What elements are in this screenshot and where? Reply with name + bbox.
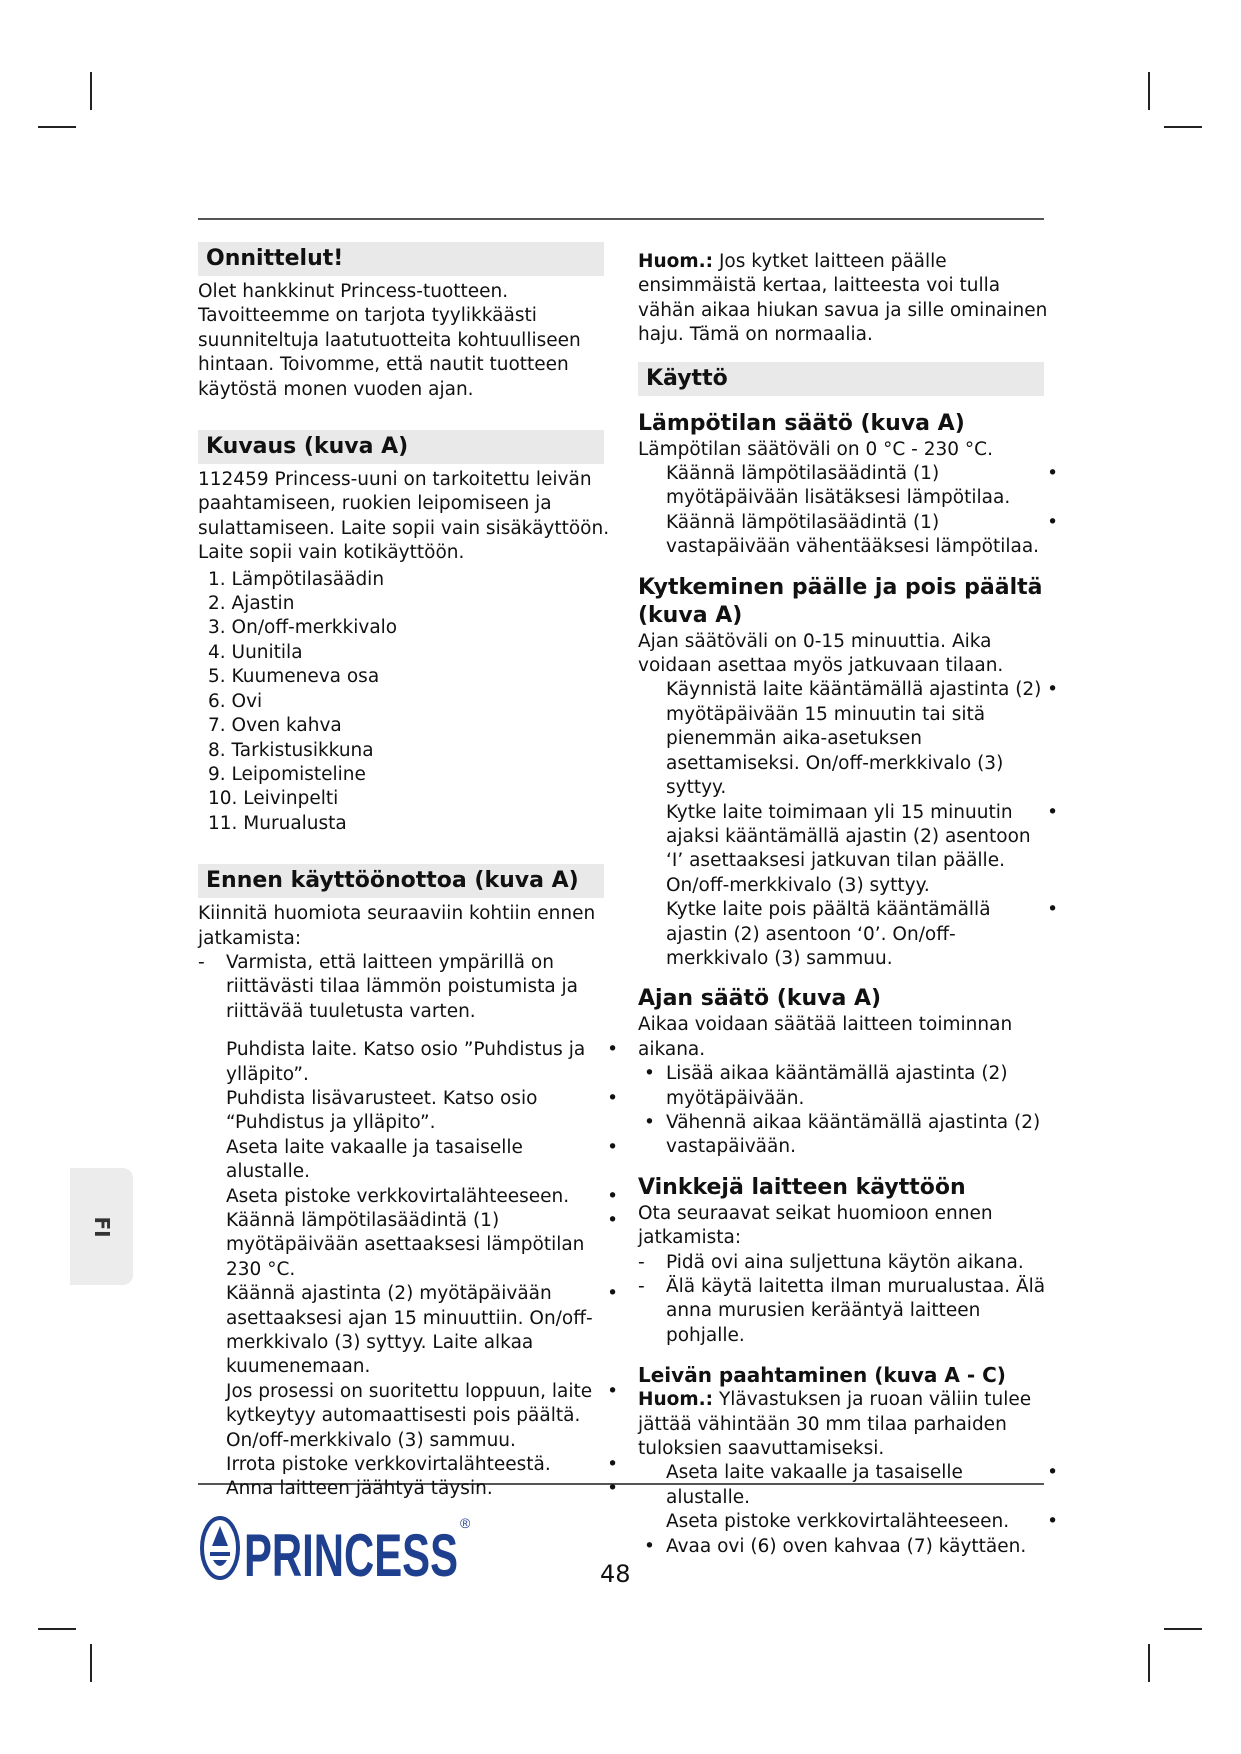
parts-list-item: 4. Uunitila — [208, 641, 303, 663]
crop-mark — [38, 1628, 76, 1630]
crop-mark — [38, 126, 76, 128]
parts-list-item: 8. Tarkistusikkuna — [208, 739, 374, 761]
first-use-note: Huom.: Jos kytket laitteen päälle ensimmäistä kertaa, laitteesta voi tulla vähän aikaa hiukan savua ja sille ominainen haju. Tämä on normaalia. — [638, 251, 1048, 346]
parts-list-item: 5. Kuumeneva osa — [208, 666, 380, 688]
first-use-step: Aseta laite vakaalle ja tasaiselle alustalle. • — [226, 1136, 618, 1183]
time-step: • Vähennä aikaa kääntämällä ajastinta (2) vastapäivään. — [644, 1111, 1041, 1158]
first-use-step: Anna laitteen jäähtyä täysin. • — [226, 1478, 618, 1500]
tips-item: - Pidä ovi aina suljettuna käytön aikana. — [638, 1251, 1024, 1273]
first-use-step: Puhdista lisävarusteet. Katso osio “Puhdistus ja ylläpito”. • — [226, 1087, 618, 1134]
first-use-step: Puhdista laite. Katso osio ”Puhdistus ja ylläpito”. • — [226, 1039, 618, 1085]
temperature-step: Käännä lämpötilasäädintä (1) myötäpäivään lisätäksesi lämpötilaa. • — [666, 463, 1058, 509]
left-column — [198, 242, 618, 1502]
crop-mark — [90, 1644, 92, 1682]
parts-list-item: 9. Leipomisteline — [208, 763, 366, 785]
onoff-step: Käynnistä laite kääntämällä ajastinta (2) myötäpäivään 15 minuutin tai sitä pienemmän aika-asetuksen asettamiseksi. On/off-merkkivalo (3) syttyy. • — [666, 679, 1058, 799]
princess-logo-text: PRINCESS — [244, 1522, 458, 1586]
first-use-dash-item: - Varmista, että laitteen ympärillä on riittävästi tilaa lämmön poistumista ja riittävää tuuletusta varten. — [198, 951, 579, 1022]
parts-list-item: 2. Ajastin — [208, 593, 295, 615]
first-use-intro: Kiinnitä huomiota seuraaviin kohtiin ennen jatkamista: — [198, 903, 596, 949]
temperature-heading: Lämpötilan säätö (kuva A) — [638, 410, 965, 436]
first-use-step: Irrota pistoke verkkovirtalähteestä. • — [226, 1454, 618, 1476]
parts-list — [198, 568, 618, 836]
page-number: 48 — [600, 1560, 631, 1588]
registered-mark: ® — [460, 1515, 471, 1531]
crop-mark — [1164, 1628, 1202, 1630]
princess-logo — [198, 1510, 478, 1586]
time-heading: Ajan säätö (kuva A) — [638, 986, 882, 1012]
toasting-step: Aseta pistoke verkkovirtalähteeseen. • — [666, 1511, 1058, 1533]
parts-list-item: 3. On/off-merkkivalo — [208, 617, 398, 639]
first-use-step: Aseta pistoke verkkovirtalähteeseen. • — [226, 1185, 618, 1207]
temperature-step: Käännä lämpötilasäädintä (1) vastapäivään vähentääksesi lämpötilaa. • — [666, 511, 1058, 558]
onoff-step: Kytke laite toimimaan yli 15 minuutin ajaksi kääntämällä ajastin (2) asentoon ‘I’ asettaaksesi jatkuvan tilan päälle. On/off-merkkivalo (3) syttyy. • — [666, 801, 1058, 896]
top-rule — [198, 218, 1044, 220]
tips-item: - Älä käytä laitetta ilman murualustaa. Älä anna murusien kerääntyä laitteen pohjalle. — [638, 1276, 1046, 1346]
first-use-step: Jos prosessi on suoritettu loppuun, laite kytkeytyy automaattisesti pois päältä. On/off-merkkivalo (3) sammuu. • — [226, 1380, 618, 1451]
parts-list-item: 7. Oven kahva — [208, 715, 342, 737]
parts-list-item: 1. Lämpötilasäädin — [208, 568, 385, 590]
crop-mark — [1164, 126, 1202, 128]
onoff-intro: Ajan säätöväli on 0-15 minuuttia. Aika voidaan asettaa myös jatkuvaan tilaan. — [638, 630, 1004, 677]
first-use-step: Käännä lämpötilasäädintä (1) myötäpäivään asettaaksesi lämpötilan 230 °C. • — [226, 1210, 618, 1280]
crop-mark — [1148, 72, 1150, 110]
time-intro: Aikaa voidaan säätää laitteen toiminnan aikana. — [638, 1014, 1013, 1060]
parts-list-item: 10. Leivinpelti — [208, 788, 339, 810]
congrats-heading: Onnittelut! — [198, 242, 604, 276]
princess-logo-graphic — [198, 1510, 478, 1586]
first-use-heading: Ennen käyttöönottoa (kuva A) — [198, 864, 604, 898]
parts-list-item: 11. Murualusta — [208, 812, 347, 834]
parts-list-item: 6. Ovi — [208, 690, 263, 712]
language-tab — [70, 1168, 133, 1285]
toasting-note: Huom.: Ylävastuksen ja ruoan väliin tulee jättää vähintään 30 mm tilaa parhaiden tuloksien saavuttamiseksi. — [638, 1389, 1032, 1460]
toasting-step: • Avaa ovi (6) oven kahvaa (7) käyttäen. — [644, 1535, 1027, 1557]
use-heading: Käyttö — [638, 362, 1044, 396]
description-text: 112459 Princess-uuni on tarkoitettu leivän paahtamiseen, ruokien leipomiseen ja sulattamiseen. Laite sopii vain sisäkäyttöön. Laite sopii vain kotikäyttöön. — [198, 469, 610, 564]
description-heading: Kuvaus (kuva A) — [198, 430, 604, 464]
tips-heading: Vinkkejä laitteen käyttöön — [638, 1174, 966, 1200]
onoff-step: Kytke laite pois päältä kääntämällä ajastin (2) asentoon ‘0’. On/off-merkkivalo (3) sammuu. • — [666, 899, 1058, 969]
congrats-text: Olet hankkinut Princess-tuotteen. Tavoitteemme on tarjota tyylikkäästi suunniteltuja laatutuotteita kohtuulliseen hintaan. Toivomme, että nautit tuotteen käytöstä monen vuoden ajan. — [198, 281, 581, 400]
right-column — [638, 250, 1058, 1559]
language-tab-label: FI — [89, 1215, 114, 1238]
onoff-heading: Kytkeminen päälle ja pois päältä (kuva A) — [638, 574, 1043, 628]
time-step: • Lisää aikaa kääntämällä ajastinta (2) myötäpäivään. — [644, 1063, 1008, 1109]
crop-mark — [90, 72, 92, 110]
tips-intro: Ota seuraavat seikat huomioon ennen jatkamista: — [638, 1202, 993, 1249]
temperature-intro: Lämpötilan säätöväli on 0 °C - 230 °C. — [638, 438, 993, 460]
crop-mark — [1148, 1644, 1150, 1682]
toasting-step: Aseta laite vakaalle ja tasaiselle alustalle. • — [666, 1462, 1058, 1508]
first-use-step: Käännä ajastinta (2) myötäpäivään asettaaksesi ajan 15 minuuttiin. On/off-merkkivalo (3) syttyy. Laite alkaa kuumenemaan. • — [226, 1283, 618, 1378]
toasting-heading: Leivän paahtaminen (kuva A - C) — [638, 1363, 1006, 1388]
